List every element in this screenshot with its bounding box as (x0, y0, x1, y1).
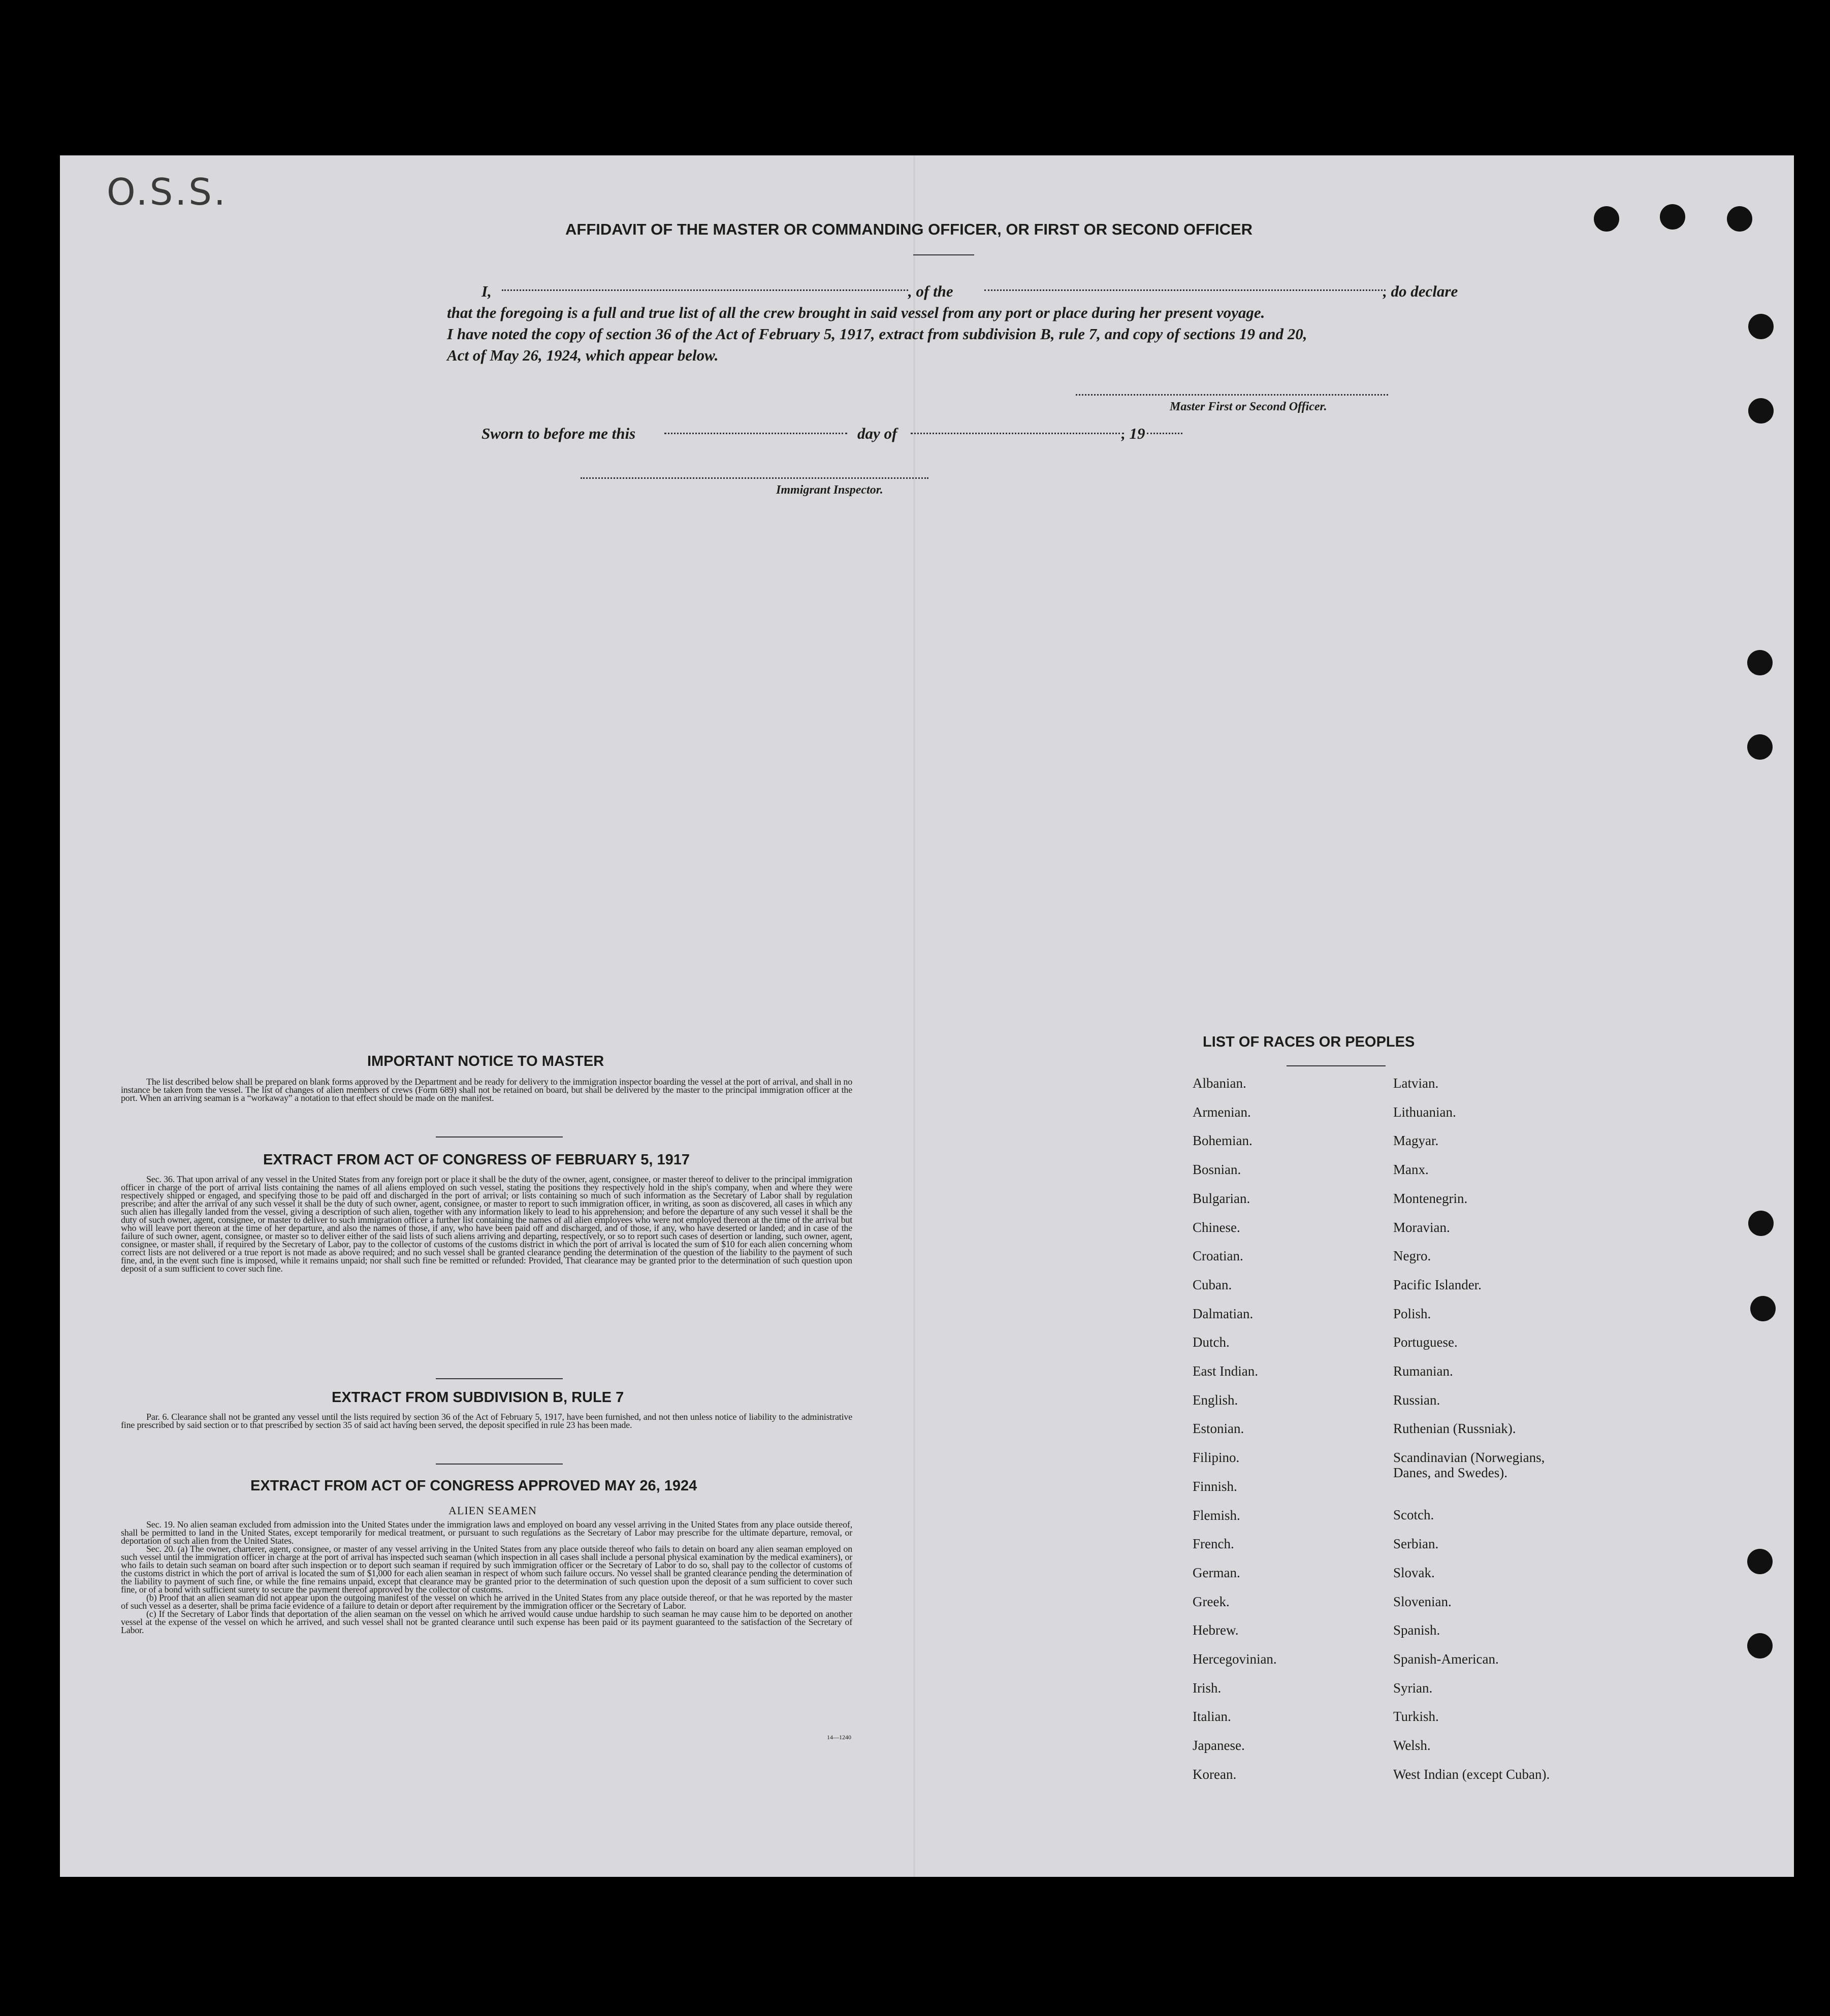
sworn-day-field[interactable] (664, 433, 847, 434)
race-item: French. (1193, 1536, 1234, 1551)
affidavit-do-declare: , do declare (1383, 282, 1458, 300)
races-title: LIST OF RACES OR PEOPLES (1203, 1034, 1415, 1050)
manifest-page (60, 155, 1794, 1877)
race-item: Serbian. (1393, 1536, 1439, 1551)
affidavit-title: AFFIDAVIT OF THE MASTER OR COMMANDING OFFICER, OR FIRST OR SECOND OFFICER (565, 220, 1253, 238)
section-19: Sec. 19. No alien seaman excluded from admission into the United States under the immigration laws and employed on board any vessel arriving in the United States from any place outside thereof, shall be permitted to land in the United States, except temporarily for medical treatment, or pursuant to such regulations as the Secretary of Labor may prescribe for the ultimate departure, removal, or deportation of such alien from the United States. (121, 1519, 852, 1546)
race-item: Slovak. (1393, 1565, 1435, 1580)
race-item: Pacific Islander. (1393, 1277, 1482, 1292)
race-item: Chinese. (1193, 1220, 1240, 1235)
affidavit-i: I, (481, 282, 492, 300)
race-item: Manx. (1393, 1162, 1429, 1177)
race-item: Armenian. (1193, 1104, 1251, 1120)
binder-hole (1747, 734, 1773, 760)
race-item: Magyar. (1393, 1133, 1439, 1148)
extract-1917-text: Sec. 36. That upon arrival of any vessel in the United States from any foreign port or place it shall be the duty of the owner, agent, consignee, or master thereof to deliver to the principal immigration officer in charge of the port of arrival lists containing the names of all aliens employed on such vessel, stating the positions they respectively hold in the ship's company, when and where they were respectively shipped or engaged, and specifying those to be paid off and discharged in the port of arrival; or lists containing so much of such information as the Secretary of Labor shall by regulation prescribe; and after the arrival of any such vessel it shall be the duty of such owner, agent, consignee, or master to report to such immigration officer, in writing, as soon as discovered, all cases in which any such alien has illegally landed from the vessel, giving a description of such alien, together with any information likely to lead to his apprehension; and before the departure of any such vessel it shall be the duty of such owner, agent, consignee, or master to deliver to such immigration officer a further list containing the names of all alien employees who were not employed thereon at the time of the arrival but who will leave port thereon at the time of her departure, and also the names of those, if any, who have been paid off and discharged, and of those, if any, who have deserted or landed; and in case of the failure of such owner, agent, consignee, or master so to deliver either of the said lists of such aliens arriving and departing, respectively, or so to report such cases of desertion or landing, such owner, agent, consignee, or master shall, if required by the Secretary of Labor, pay to the collector of customs of the customs district in which the port of arrival is located the sum of $10 for each alien concerning whom correct lists are not delivered or a true report is not made as above required; and no such vessel shall be granted clearance pending the determination of the question of the liability to the payment of such fine, and, in the event such fine is imposed, while it remains unpaid; nor shall such fine be remitted or refunded: Provided, That clearance may be granted prior to the determination of such question upon deposit of a sum sufficient to cover such fine. (121, 1174, 852, 1274)
race-item: Spanish-American. (1393, 1651, 1499, 1667)
race-item: Scandinavian (Norwegians, Danes, and Swedes). (1393, 1450, 1545, 1480)
race-item: Hercegovinian. (1193, 1651, 1277, 1667)
race-item: Moravian. (1393, 1220, 1450, 1235)
affidavit-line3: I have noted the copy of section 36 of the Act of February 5, 1917, extract from subdivision B, rule 7, and copy of sections 19 and 20, (447, 325, 1307, 343)
race-item: Irish. (1193, 1680, 1222, 1696)
subdivision-b-title: EXTRACT FROM SUBDIVISION B, RULE 7 (332, 1389, 624, 1406)
races-rule (1287, 1065, 1386, 1066)
binder-hole (1660, 204, 1685, 230)
race-item: Dutch. (1193, 1335, 1230, 1350)
sworn-year-field[interactable] (1147, 433, 1182, 434)
race-item: East Indian. (1193, 1363, 1258, 1379)
race-item: Syrian. (1393, 1680, 1433, 1696)
subdivision-b-text: Par. 6. Clearance shall not be granted any vessel until the lists required by section 36 of the Act of February 5, 1917, have been furnished, and not then unless notice of liability to the administrative fine prescribed by said section or to that prescribed by section 35 of said act having been served, the deposit specified in rule 23 has been made. (121, 1412, 852, 1430)
alien-seamen-subtitle: ALIEN SEAMEN (448, 1504, 537, 1517)
binder-hole (1747, 1633, 1773, 1659)
year-label: , 19 (1121, 425, 1145, 442)
handwritten-note: O.S.S. (107, 171, 228, 213)
race-item: English. (1193, 1392, 1238, 1408)
race-item: Slovenian. (1393, 1594, 1452, 1609)
race-item: Polish. (1393, 1306, 1431, 1321)
section-rule (436, 1464, 563, 1465)
race-item: Estonian. (1193, 1421, 1244, 1436)
section-rule (436, 1136, 563, 1137)
race-item: Italian. (1193, 1709, 1231, 1724)
race-item: Montenegrin. (1393, 1191, 1468, 1206)
race-item: Spanish. (1393, 1622, 1440, 1638)
binder-hole (1727, 206, 1752, 232)
race-item: Finnish. (1193, 1479, 1237, 1494)
vessel-field[interactable] (984, 289, 1386, 291)
affidavit-of-the: , of the (908, 282, 953, 300)
binder-hole (1747, 1549, 1773, 1574)
binder-hole (1594, 206, 1619, 232)
race-item: Russian. (1393, 1392, 1440, 1408)
race-item: Albanian. (1193, 1076, 1246, 1091)
binder-hole (1748, 1211, 1774, 1236)
race-item: Welsh. (1393, 1738, 1431, 1753)
race-item: Bulgarian. (1193, 1191, 1250, 1206)
page-fold (913, 155, 915, 1877)
race-item: Turkish. (1393, 1709, 1439, 1724)
master-caption: Master First or Second Officer. (1170, 400, 1327, 413)
race-item: Greek. (1193, 1594, 1230, 1609)
affidavit-line4: Act of May 26, 1924, which appear below. (447, 346, 719, 364)
binder-hole (1747, 650, 1773, 675)
binder-hole (1748, 314, 1774, 339)
sworn-label: Sworn to before me this (481, 425, 636, 442)
section-20c: (c) If the Secretary of Labor finds that deportation of the alien seaman on the vessel on which he arrived would cause undue hardship to such seaman he may cause him to be deported on another vessel at the expense of the vessel on which he arrived, and such vessel shall not be granted clearance until such expense has been paid or its payment guaranteed to the satisfaction of the Secretary of Labor. (121, 1609, 852, 1635)
inspector-signature-field[interactable] (581, 477, 928, 479)
race-item: Korean. (1193, 1767, 1237, 1782)
race-item: Bohemian. (1193, 1133, 1253, 1148)
race-item: Latvian. (1393, 1076, 1439, 1091)
name-field[interactable] (502, 289, 908, 291)
section-20b: (b) Proof that an alien seaman did not appear upon the outgoing manifest of the vessel on which he arrived in the United States from any place outside thereof, or that he was reported by the master of such vessel as a deserter, shall be prima facie evidence of a failure to detain or deport after requirement by the immigration officer or the Secretary of Labor. (121, 1592, 852, 1611)
race-item: Flemish. (1193, 1508, 1240, 1523)
section-20a: Sec. 20. (a) The owner, charterer, agent, consignee, or master of any vessel arriving in the United States from any place outside thereof who fails to detain on board any alien seaman employed on such vessel until the immigration officer in charge at the port of arrival has inspected such seaman (which inspection in all cases shall include a personal physical examination by the medical examiners), or who fails to detain such seaman on board after such inspection or to deport such seaman if required by such immigration officer or the Secretary of Labor to do so, shall pay to the collector of customs of the customs district in which the port of arrival is located the sum of $1,000 for each alien seaman in respect of whom such failure occurs. No vessel shall be granted clearance pending the determination of the liability to payment of such fine, or while the fine remains unpaid, except that clearance may be granted prior to the determination of such question upon the deposit of a sum sufficient to cover such fine, or of a bond with sufficient surety to secure the payment thereof approved by the collector of customs. (121, 1544, 852, 1595)
sworn-month-field[interactable] (911, 433, 1124, 434)
title-rule (913, 254, 974, 255)
race-item: Dalmatian. (1193, 1306, 1254, 1321)
master-signature-field[interactable] (1076, 394, 1388, 396)
race-item: Hebrew. (1193, 1622, 1239, 1638)
section-rule (436, 1378, 563, 1379)
race-item: Scotch. (1393, 1507, 1434, 1522)
affidavit-line2: that the foregoing is a full and true list of all the crew brought in said vessel from any port or place during her present voyage. (447, 304, 1265, 321)
extract-1924-text (121, 1520, 852, 1634)
notice-text: The list described below shall be prepared on blank forms approved by the Department and be ready for delivery to the immigration inspector boarding the vessel at the port of arrival, and shall in no instance be taken from the vessel. The list of changes of alien members of crews (Form 689) shall not be retained on board, but shall be delivered by the master to the principal immigration officer at the port. When an arriving seaman is a “workaway” a notation to that effect should be made on the manifest. (121, 1077, 852, 1103)
race-item: Ruthenian (Russniak). (1393, 1421, 1516, 1436)
race-item: Negro. (1393, 1248, 1431, 1263)
binder-hole (1748, 398, 1774, 424)
race-item: Bosnian. (1193, 1162, 1241, 1177)
race-item: Cuban. (1193, 1277, 1232, 1292)
binder-hole (1750, 1296, 1776, 1321)
inspector-caption: Immigrant Inspector. (776, 483, 883, 497)
notice-title: IMPORTANT NOTICE TO MASTER (367, 1053, 604, 1069)
race-item: German. (1193, 1565, 1240, 1580)
extract-1917-title: EXTRACT FROM ACT OF CONGRESS OF FEBRUARY 5, 1917 (263, 1152, 690, 1168)
extract-1924-title: EXTRACT FROM ACT OF CONGRESS APPROVED MAY 26, 1924 (250, 1478, 697, 1494)
day-of-label: day of (857, 425, 897, 442)
form-number: 14—1240 (827, 1734, 851, 1741)
race-item: West Indian (except Cuban). (1393, 1767, 1550, 1782)
race-item: Lithuanian. (1393, 1104, 1456, 1120)
race-item: Filipino. (1193, 1450, 1240, 1465)
race-item: Croatian. (1193, 1248, 1243, 1263)
race-item: Rumanian. (1393, 1363, 1453, 1379)
race-item: Japanese. (1193, 1738, 1245, 1753)
race-item: Portuguese. (1393, 1335, 1458, 1350)
